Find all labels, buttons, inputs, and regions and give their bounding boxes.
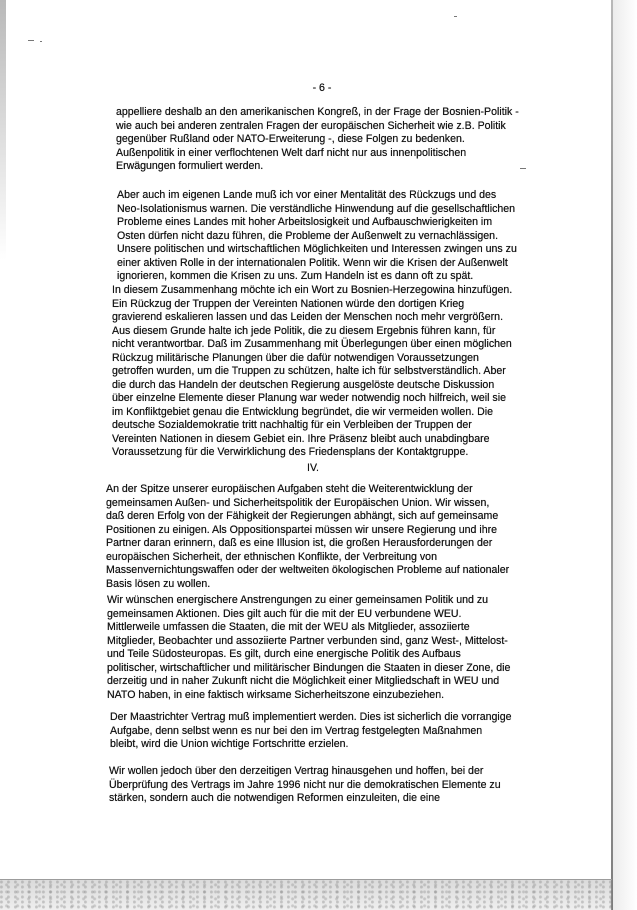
text-line: getroffen wurden, um die Truppen zu schützen, halte ich für selbstverständlich. Aber [112, 365, 506, 377]
text-line: appelliere deshalb an den amerikanischen Kongreß, in der Frage der Bosnien-Politik - [116, 106, 519, 118]
text-line: Aber auch im eigenen Lande muß ich vor einer Mentalität des Rückzugs und des [117, 189, 497, 201]
text-line: gemeinsamen Außen- und Sicherheitspolitik der Europäischen Union. Wir wissen, [106, 496, 490, 509]
section-heading: IV. [307, 462, 319, 474]
text-line: In diesem Zusammenhang möchte ich ein Wort zu Bosnien-Herzegowina hinzufügen. [112, 284, 513, 296]
scan-edge-shade [613, 0, 637, 910]
scan-speck [40, 41, 42, 42]
text-line: An der Spitze unserer europäischen Aufgaben steht die Weiterentwicklung der [106, 483, 473, 495]
text-line: deutsche Sozialdemokratie tritt nachhaltig für ein Verbleiben der Truppen der [112, 419, 472, 431]
text-line: Osten dürfen nicht dazu führen, die Probleme der Außenwelt zu vernachlässigen. [117, 229, 499, 242]
text-line: einer aktiven Rolle in der internationalen Politik. Wenn wir die Krisen der Außenwelt [117, 256, 508, 269]
text-line: gravierend eskalieren lassen und das Leiden der Menschen noch mehr vergrößern. [112, 311, 504, 323]
text-line: Erwägungen formuliert werden. [116, 160, 264, 172]
text-line: Wir wünschen energischere Anstrengungen zu einer gemeinsamen Politik und zu [107, 594, 489, 606]
text-line: und Teile Südosteuropas. Es gilt, durch eine energische Politik des Aufbaus [107, 648, 461, 660]
text-line: Der Maastrichter Vertrag muß implementiert werden. Dies ist sicherlich die vorrangige [110, 711, 512, 723]
text-line: Massenvernichtungswaffen oder der weltweiten ökologischen Probleme auf nationaler [106, 564, 510, 576]
text-line: Mitglieder, Beobachter und assoziierte Partner verbunden sind, ganz West-, Mittelost- [107, 634, 508, 647]
text-line: Ein Rückzug der Truppen der Vereinten Nationen würde den dortigen Krieg [112, 297, 465, 310]
text-line: europäischen Sicherheit, der ethnischen Konflikte, der Verbreitung von [106, 550, 437, 563]
text-line: ignorieren, kommen die Krisen zu uns. Zum Handeln ist es dann oft zu spät. [117, 270, 474, 282]
text-line: daß deren Erfolg von der Fähigkeit der Regierungen abhängt, sich auf gemeinsame [106, 510, 499, 522]
text-line: derzeitig und in naher Zukunft nicht die Möglichkeit einer Mitgliedschaft in WEU und [107, 675, 500, 687]
scan-edge-right [611, 0, 613, 910]
text-line: Partner daran erinnern, daß es eine Illusion ist, die großen Herausforderungen der [106, 537, 493, 549]
text-line: Mittlerweile umfassen die Staaten, die mit der WEU als Mitglieder, assoziierte [107, 621, 470, 633]
scan-speck [28, 40, 34, 41]
text-line: über einzelne Elemente dieser Planung war weder notwendig noch hilfreich, weil sie [112, 392, 506, 404]
text-line: nicht verantwortbar. Daß im Zusammenhang mit Überlegungen über einen möglichen [112, 338, 512, 350]
text-line: die durch das Handeln der deutschen Regierung ausgelöste deutsche Diskussion [112, 378, 495, 391]
text-line: Wir wollen jedoch über den derzeitigen Vertrag hinausgehen und hoffen, bei der [109, 765, 484, 777]
text-line: Positionen zu einigen. Als Oppositionspartei müssen wir unsere Regierung und ihre [106, 523, 498, 536]
text-line: stärken, sondern auch die notwendigen Reformen einzuleiten, die eine [109, 792, 440, 804]
paragraph-2 [117, 189, 517, 284]
paragraph-6 [110, 711, 512, 752]
text-line: Unsere politischen und wirtschaftlichen Möglichkeiten und Interessen zwingen uns zu [117, 243, 517, 255]
text-line: bleibt, wird die Union wichtige Fortschritte erzielen. [110, 738, 349, 750]
text-line: Voraussetzung für die Verwirklichung des Friedensplans der Kontaktgruppe. [112, 446, 469, 458]
text-line: Rückzug militärische Planungen über die dafür notwendigen Voraussetzungen [112, 351, 479, 364]
page-number: - 6 - [312, 82, 332, 94]
text-line: gegenüber Rußland oder NATO-Erweiterung -, diese Folgen zu bedenken. [116, 133, 465, 145]
text-line: Aufgabe, denn selbst wenn es nur bei den im Vertrag festgelegten Maßnahmen [110, 724, 483, 737]
paragraph-4 [106, 483, 509, 591]
text-line: Außenpolitik in einer verflochtenen Welt darf nicht nur aus innenpolitischen [116, 146, 467, 159]
scan-bottom-band [0, 880, 612, 910]
text-line: Basis lösen zu wollen. [106, 577, 211, 590]
text-line: Neo-Isolationismus warnen. Die verständliche Hinwendung auf die gesellschaftlichen [117, 202, 516, 215]
scan-speck [454, 16, 457, 17]
text-line: Probleme eines Landes mit hoher Arbeitslosigkeit und Aufbauschwierigkeiten im [117, 216, 493, 228]
text-line: gemeinsamen Aktionen. Dies gilt auch für die mit der EU verbundene WEU. [107, 607, 462, 620]
text-line: Überprüfung des Vertrags im Jahre 1996 nicht nur die demokratischen Elemente zu [109, 778, 501, 791]
paragraph-1 [116, 106, 519, 174]
text-line: wie auch bei anderen zentralen Fragen der europäischen Sicherheit wie z.B. Politik [116, 119, 506, 132]
paragraph-7 [109, 765, 501, 806]
scan-speck [520, 168, 526, 169]
paragraph-5 [107, 594, 510, 702]
paragraph-3 [112, 284, 512, 460]
text-line: Vereinten Nationen in diesem Gebiet ein. Ihre Präsenz bleibt auch unabdingbare [112, 432, 490, 445]
text-line: politischer, wirtschaftlicher und militärischer Bindungen die Staaten in dieser Zone, die [107, 661, 511, 674]
text-line: im Konfliktgebiet genau die Entwicklung begründet, die wir vermeiden wollen. Die [112, 405, 493, 418]
text-line: NATO haben, in eine faktisch wirksame Sicherheitszone einzubeziehen. [107, 688, 445, 701]
scan-edge-left [0, 0, 6, 260]
text-line: Aus diesem Grunde halte ich jede Politik, die zu diesem Ergebnis führen kann, für [112, 324, 496, 337]
